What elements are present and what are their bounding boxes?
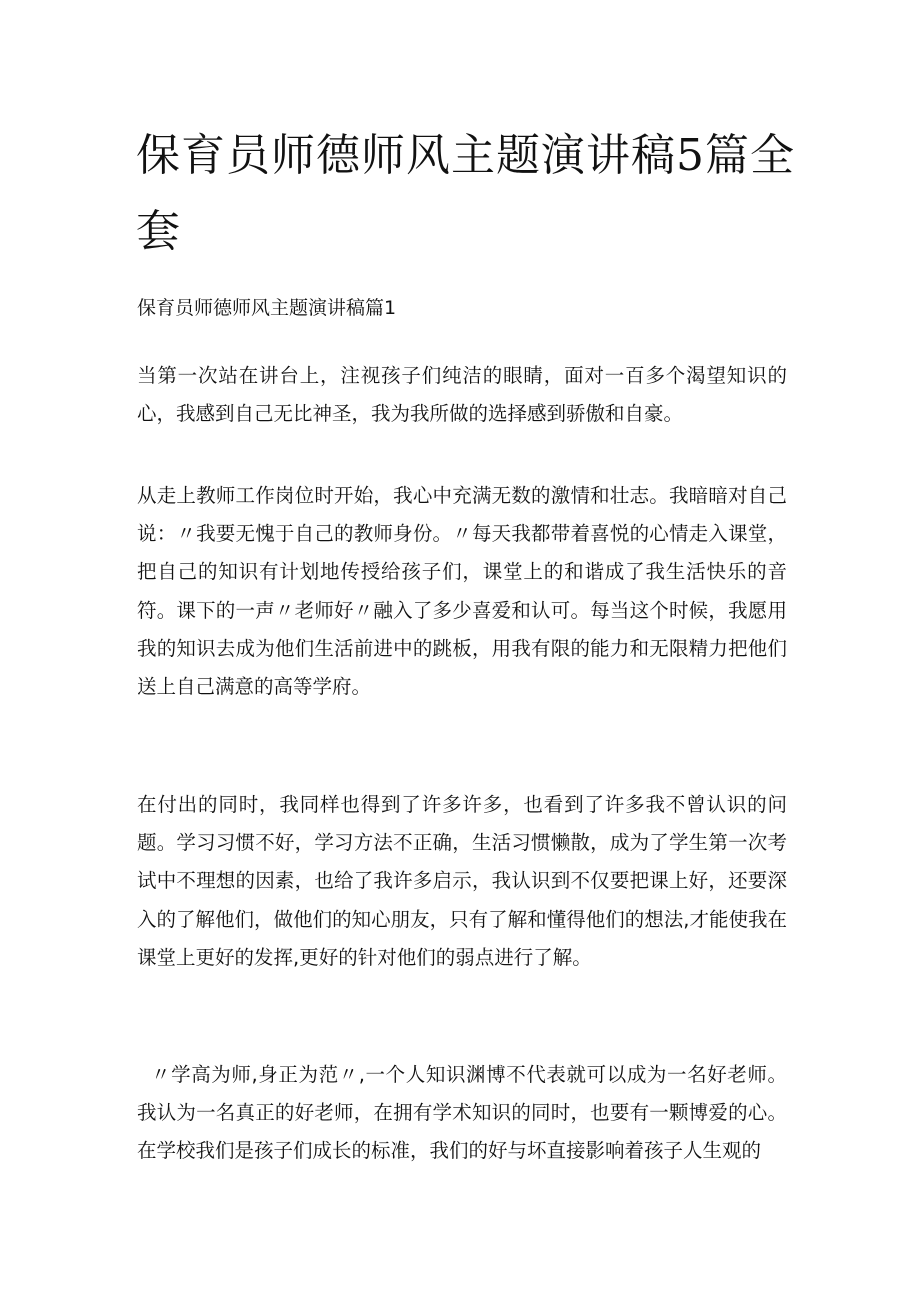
paragraph-3: 在付出的同时，我同样也得到了许多许多，也看到了许多我不曾认识的问题。学习习惯不好，学习方法不正确，生活习惯懒散，成为了学生第一次考试中不理想的因素，也给了我许多启示，我认识到不仅要把课上好，还要深入的了解他们，做他们的知心朋友，只有了解和懂得他们的想法,才能使我在课堂上更好的发挥,更好的针对他们的弱点进行了解。	[137, 793, 787, 969]
section-heading: 保育员师德师风主题演讲稿篇1	[137, 297, 397, 319]
paragraph-4: 〃学高为师,身正为范〃,一个人知识渊博不代表就可以成为一名好老师。我认为一名真正的好老师，在拥有学术知识的同时，也要有一颗博爱的心。在学校我们是孩子们成长的标准，我们的好与坏直接影响着孩子人生观的	[137, 1063, 787, 1163]
paragraph-2: 从走上教师工作岗位时开始，我心中充满无数的激情和壮志。我暗暗对自己说：〃我要无愧于自己的教师身份。〃每天我都带着喜悦的心情走入课堂，把自己的知识有计划地传授给孩子们，课堂上的和谐成了我生活快乐的音符。课下的一声〃老师好〃融入了多少喜爱和认可。每当这个时候，我愿用我的知识去成为他们生活前进中的跳板，用我有限的能力和无限精力把他们送上自己满意的高等学府。	[137, 484, 787, 699]
document-title: 保育员师德师风主题演讲稿5篇全套	[136, 130, 795, 257]
paragraph-1: 当第一次站在讲台上，注视孩子们纯洁的眼睛，面对一百多个渴望知识的心，我感到自己无比神圣，我为我所做的选择感到骄傲和自豪。	[137, 364, 787, 426]
